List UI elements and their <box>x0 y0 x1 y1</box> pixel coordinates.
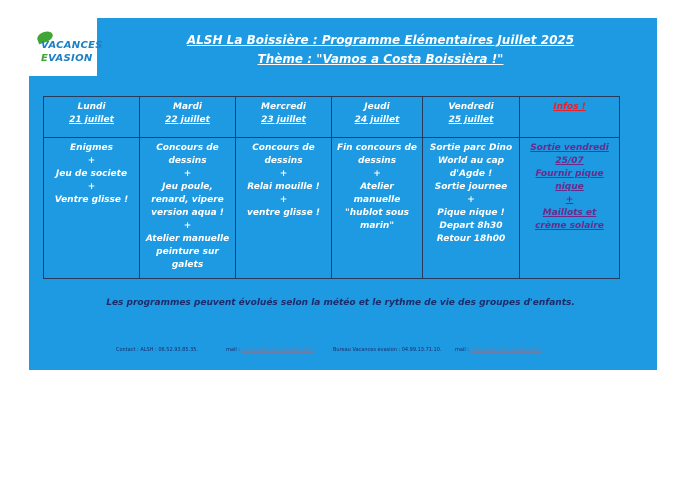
page-theme: Thème : "Vamos a Costa Boissièra !" <box>257 52 504 66</box>
contact-bureau: Bureau Vacances évasion : 04.99.13.71.10. <box>333 347 442 353</box>
logo-line-1: VACANCES <box>41 40 103 51</box>
day-header-mercredi: Mercredi 23 juillet <box>236 97 332 138</box>
table-header-row <box>44 97 620 138</box>
info-details: Sortie vendredi 25/07 Fournir pique nique + Maillots et crème solaire <box>520 138 620 279</box>
contact-mail-1: mail : alsh@vacances-evasion.com <box>226 347 314 353</box>
activities-vendredi: Sortie parc Dino World au cap d'Agde ! Sortie journee + Pique nique ! Depart 8h30 Retour 18h00 <box>423 138 520 279</box>
program-table <box>43 96 620 279</box>
day-header-lundi: Lundi 21 juillet <box>44 97 140 138</box>
day-header-jeudi: Jeudi 24 juillet <box>332 97 423 138</box>
mail-link-info[interactable]: info@vacances-evasion.com <box>470 347 542 353</box>
activities-jeudi: Fin concours de dessins + Atelier manuelle "hublot sous marin" <box>332 138 423 279</box>
contact-alsh: Contact : ALSH : 06.52.93.85.35. <box>116 347 199 353</box>
table-activities-row <box>44 138 620 279</box>
vacances-evasion-logo <box>29 18 103 76</box>
activities-lundi: Enigmes + Jeu de societe + Ventre glisse ! <box>44 138 140 279</box>
day-header-mardi: Mardi 22 juillet <box>140 97 236 138</box>
info-header: Infos ! <box>520 97 620 138</box>
contact-mail-2: mail : info@vacances-evasion.com <box>455 347 542 353</box>
logo-line-2: EVASION <box>41 53 93 64</box>
day-header-vendredi: Vendredi 25 juillet <box>423 97 520 138</box>
activities-mardi: Concours de dessins + Jeu poule, renard, vipere version aqua ! + Atelier manuelle peinture sur galets <box>140 138 236 279</box>
page-title: ALSH La Boissière : Programme Elémentaires Juillet 2025 <box>186 33 575 47</box>
mail-link-alsh[interactable]: alsh@vacances-evasion.com <box>241 347 314 353</box>
program-note: Les programmes peuvent évolués selon la météo et le rythme de vie des groupes d'enfants. <box>106 298 575 308</box>
activities-mercredi: Concours de dessins + Relai mouille ! + ventre glisse ! <box>236 138 332 279</box>
